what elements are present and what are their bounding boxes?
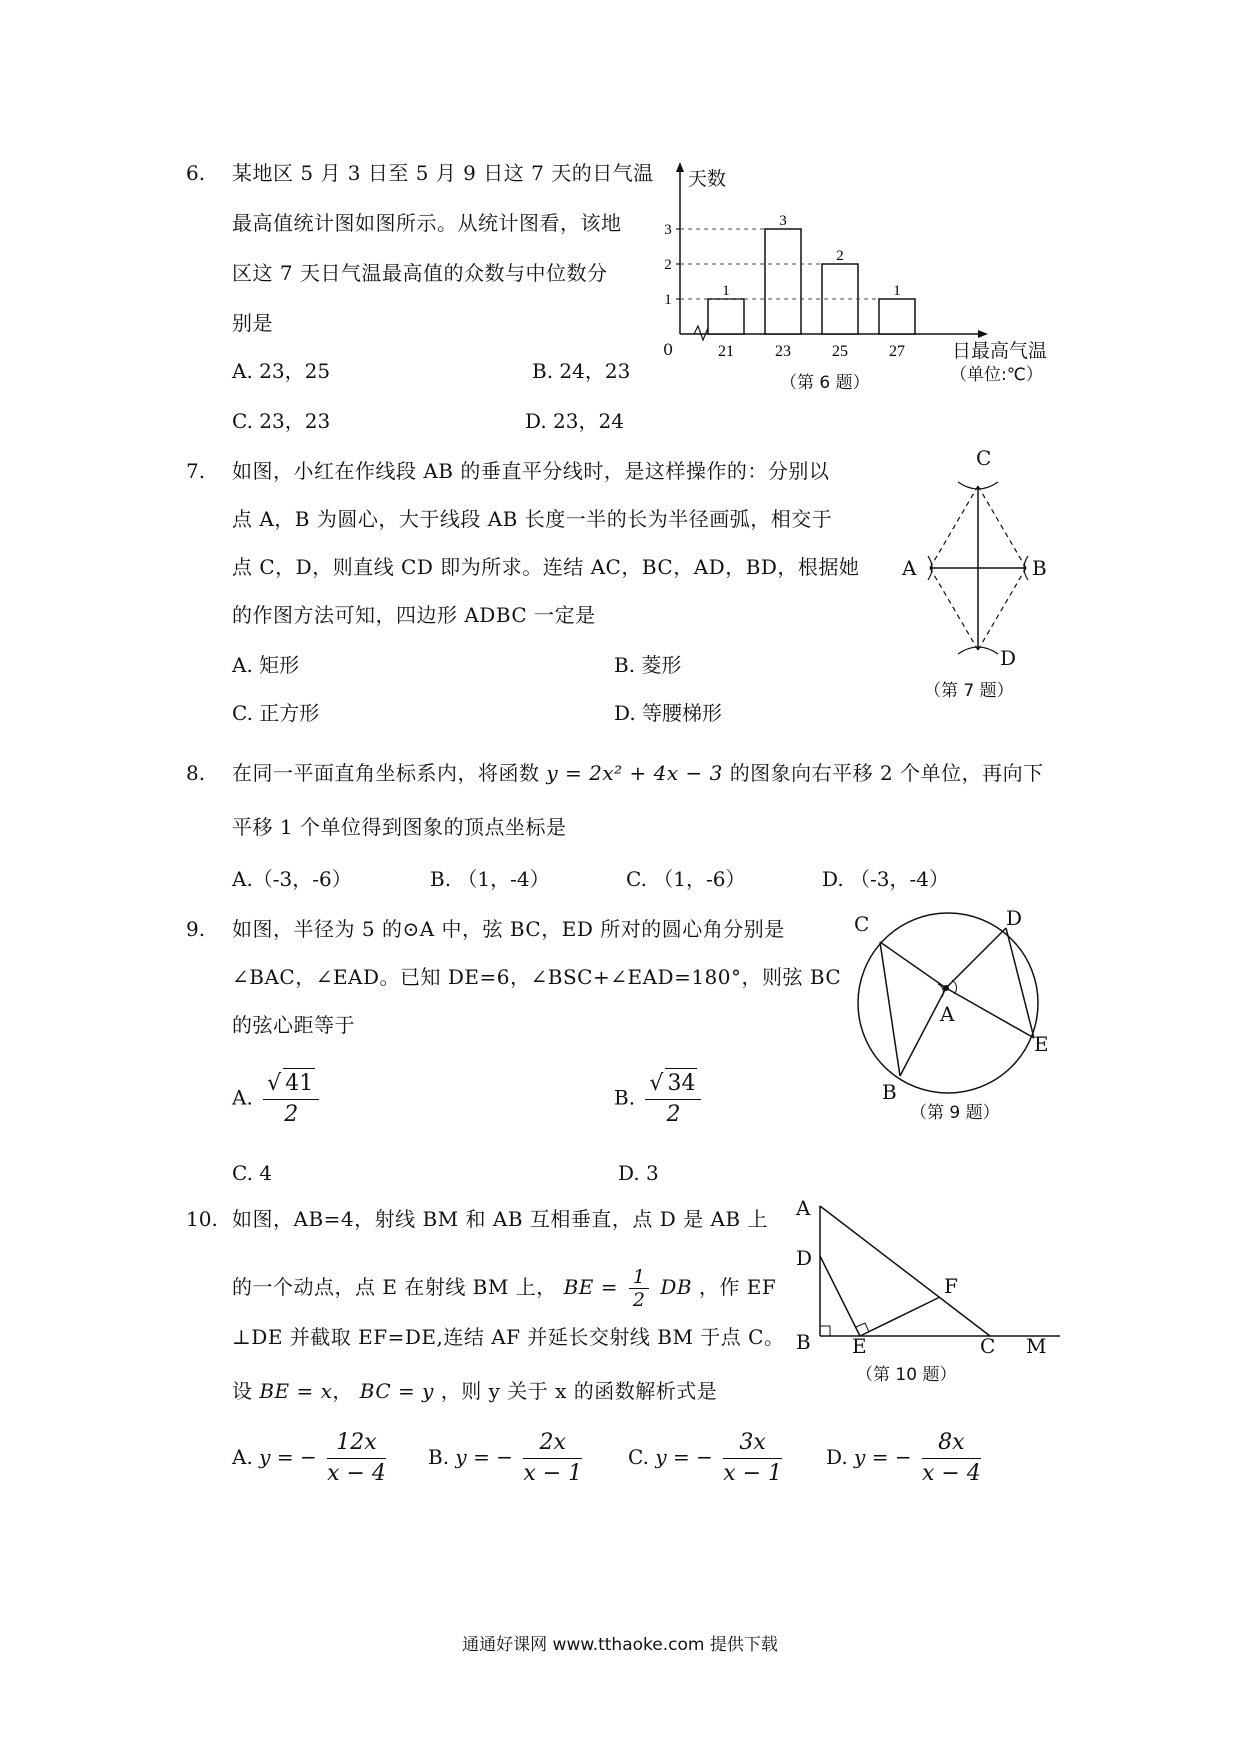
x-tick-label: 25 xyxy=(832,343,848,360)
option-label: D. xyxy=(826,1445,848,1469)
option-label: B. xyxy=(428,1445,450,1469)
option-a xyxy=(232,1428,390,1489)
math-expression: y = − xyxy=(259,1445,317,1469)
denominator: x − 4 xyxy=(327,1461,386,1486)
question-text-line: 区这 7 天日气温最高值的众数与中位数分 xyxy=(232,261,608,285)
option-c xyxy=(628,1428,786,1489)
x-tick-label: 21 xyxy=(718,343,734,360)
figure-caption: （第 9 题） xyxy=(910,1103,1000,1123)
question-text-line: 如图，半径为 5 的⊙A 中，弦 BC，ED 所对的圆心角分别是 xyxy=(232,917,785,941)
math-expression: y = − xyxy=(455,1445,513,1469)
text-segment: 设 xyxy=(232,1379,253,1403)
math-expression: y = − xyxy=(854,1445,912,1469)
data-label: 3 xyxy=(779,213,787,229)
question-text-line: ∠BAC，∠EAD。已知 DE=6，∠BSC+∠EAD=180°，则弦 BC xyxy=(232,965,842,989)
question-text-line: 最高值统计图如图所示。从统计图看，该地 xyxy=(232,211,622,235)
question-text-line xyxy=(232,1266,776,1311)
text-segment: 的图象向右平移 2 个单位，再向下 xyxy=(729,761,1044,785)
function-expression: y = 2x² + 4x − 3 xyxy=(546,761,723,785)
point-e-label: E xyxy=(1034,1032,1049,1056)
fraction xyxy=(629,1266,650,1311)
question-number: 7. xyxy=(186,459,206,483)
radicand: 41 xyxy=(283,1068,315,1099)
point-d-label: D xyxy=(796,1246,813,1270)
option-c: C. 正方形 xyxy=(232,701,320,725)
y-axis-label: 天数 xyxy=(688,168,727,190)
point-a-label: A xyxy=(902,556,917,580)
option-a: A. 矩形 xyxy=(232,653,300,677)
denominator: x − 1 xyxy=(523,1461,583,1486)
text-segment: 的一个动点，点 E 在射线 BM 上， xyxy=(232,1275,557,1299)
radicand: 34 xyxy=(665,1068,697,1099)
question-text-line: 平移 1 个单位得到图象的顶点坐标是 xyxy=(232,815,567,839)
option-d xyxy=(826,1428,985,1489)
numerator: 1 xyxy=(629,1266,650,1289)
option-label: A. xyxy=(232,1445,253,1469)
text-segment: ， xyxy=(332,1379,353,1403)
point-b-label: B xyxy=(1032,556,1047,580)
option-c: C. （1，-6） xyxy=(626,867,746,891)
option-c: C. 23，23 xyxy=(232,409,331,433)
data-label: 1 xyxy=(893,283,901,299)
fraction xyxy=(922,1428,981,1489)
numerator: 2x xyxy=(523,1428,582,1459)
bar xyxy=(708,299,744,334)
option-d: D. 3 xyxy=(618,1161,659,1185)
question-number: 9. xyxy=(186,917,206,941)
question-text-line: 点 A，B 为圆心，大于线段 AB 长度一半的长为半径画弧，相交于 xyxy=(232,507,833,531)
math-expression: BE = x xyxy=(259,1379,333,1403)
option-a: A. 23，25 xyxy=(232,359,331,383)
bar xyxy=(765,229,801,334)
figure-caption: （第 7 题） xyxy=(924,681,1014,701)
math-expression: BE = xyxy=(563,1275,618,1299)
option-d: D. （-3，-4） xyxy=(822,867,950,891)
question-number: 6. xyxy=(186,161,206,185)
data-label: 2 xyxy=(836,248,844,264)
point-c-label: C xyxy=(854,912,870,936)
option-b: B. 菱形 xyxy=(614,653,682,677)
point-e-label: E xyxy=(852,1334,867,1358)
y-tick-label: 2 xyxy=(664,257,672,273)
denominator: 2 xyxy=(666,1102,681,1127)
question-text-line: ⊥DE 并截取 EF=DE,连结 AF 并延长交射线 BM 于点 C。 xyxy=(232,1325,785,1349)
numerator: √ 34 xyxy=(645,1068,701,1100)
denominator: x − 1 xyxy=(723,1461,783,1486)
point-b-label: B xyxy=(796,1330,811,1354)
question-text-line: 如图，小红在作线段 AB 的垂直平分线时，是这样操作的：分别以 xyxy=(232,459,830,483)
page-footer: 通通好课网 www.tthaoke.com 提供下载 xyxy=(462,1635,778,1655)
text-segment: ，则 y 关于 x 的函数解析式是 xyxy=(440,1379,718,1403)
point-c-label: C xyxy=(976,446,992,470)
option-b: B. （1，-4） xyxy=(430,867,550,891)
x-tick-label: 23 xyxy=(775,343,791,360)
fraction xyxy=(263,1068,319,1130)
fraction xyxy=(523,1428,582,1489)
y-tick-label: 1 xyxy=(664,292,672,308)
point-a-label: A xyxy=(940,1002,955,1026)
text-segment: 在同一平面直角坐标系内，将函数 xyxy=(232,761,540,785)
x-axis-label: 日最高气温 xyxy=(952,340,1048,362)
option-label: A. xyxy=(232,1085,253,1110)
numerator: √ 41 xyxy=(263,1068,319,1100)
option-c: C. 4 xyxy=(232,1161,273,1185)
point-a-label: A xyxy=(796,1196,811,1220)
math-expression: y = − xyxy=(655,1445,713,1469)
math-expression: DB xyxy=(660,1275,693,1299)
point-d-label: D xyxy=(1006,906,1023,930)
numerator: 8x xyxy=(922,1428,981,1459)
option-d: D. 等腰梯形 xyxy=(614,701,723,725)
option-b: B. 24，23 xyxy=(532,359,631,383)
option-b xyxy=(614,1068,705,1130)
data-label: 1 xyxy=(722,283,730,299)
denominator: x − 4 xyxy=(921,1461,981,1486)
fraction xyxy=(327,1428,386,1489)
question-text-line: 如图，AB=4，射线 BM 和 AB 互相垂直，点 D 是 AB 上 xyxy=(232,1207,768,1231)
text-segment: ，作 EF xyxy=(698,1275,777,1299)
right-triangle-figure xyxy=(790,1196,1070,1356)
rhombus-construction-figure xyxy=(888,440,1068,670)
question-text-line xyxy=(232,1378,717,1404)
question-text-line: 别是 xyxy=(232,311,273,335)
figure-caption: （第 10 题） xyxy=(856,1365,957,1385)
question-text-line xyxy=(232,760,1044,786)
figure-caption: （第 6 题） xyxy=(780,373,870,393)
option-label: B. xyxy=(614,1085,636,1110)
question-number: 8. xyxy=(186,761,206,785)
fraction xyxy=(645,1068,701,1130)
point-f-label: F xyxy=(944,1274,958,1298)
denominator: 2 xyxy=(632,1289,646,1311)
option-label: C. xyxy=(628,1445,649,1469)
point-d-label: D xyxy=(1000,646,1017,670)
point-m-label: M xyxy=(1026,1334,1047,1358)
numerator: 3x xyxy=(723,1428,782,1459)
option-a: A.（-3，-6） xyxy=(232,867,352,891)
denominator: 2 xyxy=(284,1102,299,1127)
bar xyxy=(879,299,915,334)
option-a xyxy=(232,1068,323,1130)
x-axis-unit: （单位:℃） xyxy=(950,365,1043,385)
numerator: 12x xyxy=(327,1428,386,1459)
option-b xyxy=(428,1428,586,1489)
question-number: 10. xyxy=(186,1207,218,1231)
origin-label: 0 xyxy=(663,340,674,359)
question-text-line: 某地区 5 月 3 日至 5 月 9 日这 7 天的日气温 xyxy=(232,161,654,185)
fraction xyxy=(723,1428,782,1489)
y-tick-label: 3 xyxy=(664,222,672,238)
question-text-line: 点 C，D，则直线 CD 即为所求。连结 AC，BC，AD，BD，根据她 xyxy=(232,555,860,579)
point-c-label: C xyxy=(980,1334,996,1358)
circle-chords-figure xyxy=(846,908,1066,1108)
point-b-label: B xyxy=(882,1080,897,1104)
math-expression: BC = y xyxy=(359,1379,434,1403)
option-d: D. 23，24 xyxy=(525,409,624,433)
question-text-line: 的作图方法可知，四边形 ADBC 一定是 xyxy=(232,603,596,627)
question-text-line: 的弦心距等于 xyxy=(232,1013,355,1037)
x-tick-label: 27 xyxy=(889,343,905,360)
